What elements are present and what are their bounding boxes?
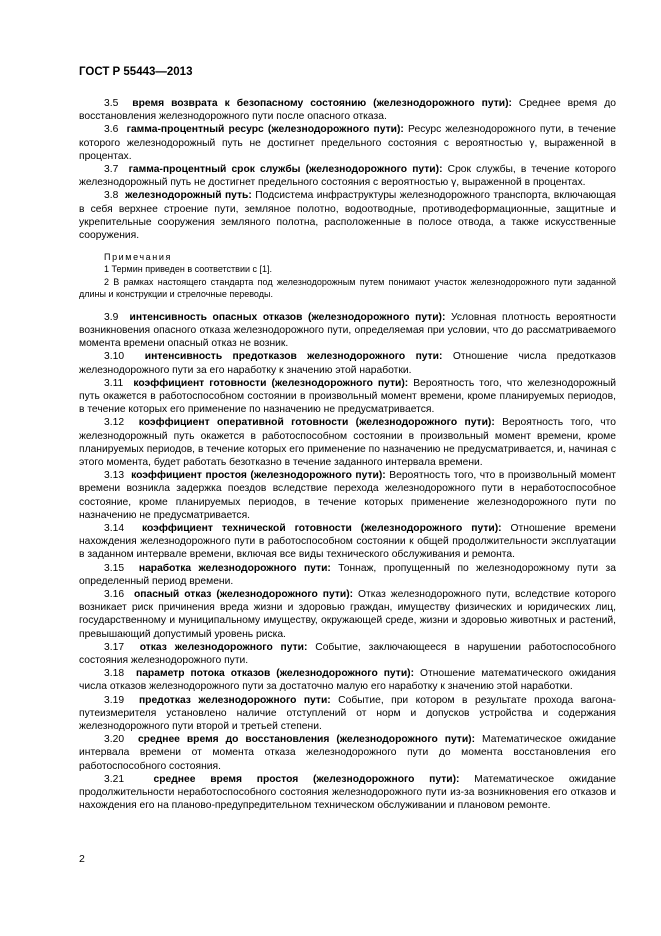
entry-number: 3.11 xyxy=(104,377,124,389)
definition-entry xyxy=(79,97,616,123)
entry-definition: Отношение числа предотказов железнодорожного пути за его наработку к значению этой наработки. xyxy=(79,351,616,376)
definition-entry xyxy=(79,733,616,773)
entry-term: предотказ железнодорожного пути: xyxy=(138,694,331,706)
entry-number: 3.21 xyxy=(104,773,125,785)
entry-number: 3.19 xyxy=(104,694,125,706)
notes-title: Примечания xyxy=(104,252,172,263)
definition-entry xyxy=(79,588,616,641)
entry-term: интенсивность предотказов железнодорожного пути: xyxy=(144,351,443,363)
entry-number: 3.14 xyxy=(104,522,125,534)
entry-term: наработка железнодорожного пути: xyxy=(138,562,331,574)
entry-term: коэффициент технической готовности (железнодорожного пути): xyxy=(142,522,502,534)
entry-definition: Событие, при котором в результате прохода вагона-путеизмерителя установлено наличие отступлений от норм и допусков устройства и содержания железнодорожного пути второй и третьей степени. xyxy=(79,694,616,733)
entry-definition: Подсистема инфраструктуры железнодорожного транспорта, включающая в себя верхнее строение пути, земляное полотно, водоотводные, противодеформационные, защитные и укрепительные сооружения земляного полотна, расположенные в полосе отвода, а также искусственные сооружения. xyxy=(79,190,616,242)
entry-number: 3.6 xyxy=(104,124,119,136)
note-item: 1 Термин приведен в соответствии с [1]. xyxy=(104,264,273,275)
definition-entry xyxy=(79,377,616,417)
entry-number: 3.8 xyxy=(104,190,119,202)
entry-definition: Вероятность того, что в произвольный момент времени возникла задержка поездов вследствие перехода железнодорожного пути в неработоспособное состояние, кроме планируемых периодов, в течение которых применение железнодорожного пути по назначению не предусматривается. xyxy=(79,470,616,521)
entry-number: 3.20 xyxy=(104,734,125,746)
notes-list xyxy=(79,263,616,301)
entry-number: 3.9 xyxy=(104,311,119,323)
entry-definition: Отношение времени нахождения железнодорожного пути в работоспособном состоянии к общей продолжительности эксплуатации в заданном интервале времени, включая все виды технического обслуживания и ремонта. xyxy=(79,522,616,561)
entry-definition: Математическое ожидание продолжительности неработоспособного состояния железнодорожного пути из-за возникновения его отказов и нахождения его на планово-предупредительном техническом обслуживании и плановом ремонте. xyxy=(79,773,616,812)
definition-entry xyxy=(79,562,616,588)
entry-number: 3.17 xyxy=(104,641,125,653)
entry-number: 3.13 xyxy=(104,470,125,482)
entry-definition: Срок службы, в течение которого железнодорожный путь не достигнет предельного состояния с вероятностью γ, выраженной в процентах. xyxy=(79,164,616,189)
document-number: ГОСТ Р 55443—2013 xyxy=(79,66,193,78)
entry-term: среднее время простоя (железнодорожного пути): xyxy=(153,773,460,785)
entry-definition: Событие, заключающееся в нарушении работоспособного состояния железнодорожного пути. xyxy=(79,641,616,667)
entry-term: гамма-процентный ресурс (железнодорожного пути): xyxy=(126,124,404,136)
entry-definition: Отказ железнодорожного пути, вследствие которого возникает риск причинения вреда жизни и здоровью граждан, имуществу физических и юридических лиц, государственному и муниципальному имуществу, окружающей среде, жизни и здоровью животных и растений, превышающий допустимый уровень риска. xyxy=(79,589,616,640)
entry-number: 3.18 xyxy=(104,668,125,680)
entry-number: 3.5 xyxy=(104,98,119,109)
entry-term: параметр потока отказов (железнодорожного пути): xyxy=(135,668,415,680)
entry-number: 3.10 xyxy=(104,351,125,363)
definition-entry xyxy=(79,350,616,376)
definition-entry xyxy=(79,189,616,242)
definition-entry xyxy=(79,667,616,693)
definition-entry xyxy=(79,469,616,522)
definition-entry xyxy=(79,123,616,163)
entry-term: гамма-процентный срок службы (железнодорожного пути): xyxy=(128,164,443,176)
definition-entry xyxy=(79,163,616,189)
entry-term: коэффициент оперативной готовности (железнодорожного пути): xyxy=(138,417,495,429)
entry-term: железнодорожный путь: xyxy=(125,190,252,202)
entry-term: коэффициент простоя (железнодорожного пути): xyxy=(131,470,386,482)
entry-definition: Вероятность того, что железнодорожный путь окажется в работоспособном состоянии в произвольный момент времени, кроме планируемых периодов, в течение которых его применение по назначению не предусматривается. xyxy=(79,377,616,416)
entry-definition: Отношение математического ожидания числа отказов железнодорожного пути за достаточно малую его наработку к значению этой наработки. xyxy=(79,668,616,693)
entry-number: 3.16 xyxy=(104,589,125,600)
definition-entry xyxy=(79,694,616,734)
definition-entry xyxy=(79,641,616,667)
definition-entry xyxy=(79,311,616,351)
entry-definition: Ресурс железнодорожного пути, в течение которого железнодорожный путь не достигнет предельного состояния с вероятностью γ, выраженной в процентах. xyxy=(79,124,616,162)
entry-term: коэффициент готовности (железнодорожного пути): xyxy=(133,377,409,389)
entry-definition: Условная плотность вероятности возникновения опасного отказа железнодорожного пути, определяемая при условии, что до рассматриваемого момента времени опасный отказ не возник. xyxy=(79,311,616,350)
definitions-list-a xyxy=(79,97,616,242)
entry-definition: Тоннаж, пропущенный по железнодорожному пути за определенный период времени. xyxy=(79,562,616,587)
entry-term: время возврата к безопасному состоянию (железнодорожного пути): xyxy=(132,98,512,109)
entry-term: отказ железнодорожного пути: xyxy=(139,641,308,653)
notes-block xyxy=(79,251,616,301)
entry-term: среднее время до восстановления (железнодорожного пути): xyxy=(137,734,476,746)
entry-definition: Математическое ожидание интервала времени от момента отказа железнодорожного пути до момента восстановления его работоспособного состояния. xyxy=(79,734,616,772)
entry-number: 3.7 xyxy=(104,164,119,176)
entry-term: интенсивность опасных отказов (железнодорожного пути): xyxy=(129,311,446,323)
page-number: 2 xyxy=(79,853,85,865)
entry-definition: Среднее время до восстановления железнодорожного пути после опасного отказа. xyxy=(79,98,616,123)
entry-number: 3.12 xyxy=(104,417,125,429)
document-body xyxy=(79,97,616,812)
definition-entry xyxy=(79,773,616,813)
definitions-list-b xyxy=(79,311,616,813)
entry-term: опасный отказ (железнодорожного пути): xyxy=(133,589,354,600)
entry-number: 3.15 xyxy=(104,562,125,574)
definition-entry xyxy=(79,416,616,469)
entry-definition: Вероятность того, что железнодорожный путь окажется в работоспособном состоянии в произвольный момент времени, кроме планируемых периодов, в течение которых его применение по назначению не предусматривается, и, начиная с этого момента, будет работать безотказно в течение заданного интервала времени. xyxy=(79,417,616,468)
definition-entry xyxy=(79,522,616,562)
note-item: 2 В рамках настоящего стандарта под железнодорожным путем понимают участок железнодорожного пути заданной длины и конструкции и стрелочные переводы. xyxy=(79,276,616,300)
